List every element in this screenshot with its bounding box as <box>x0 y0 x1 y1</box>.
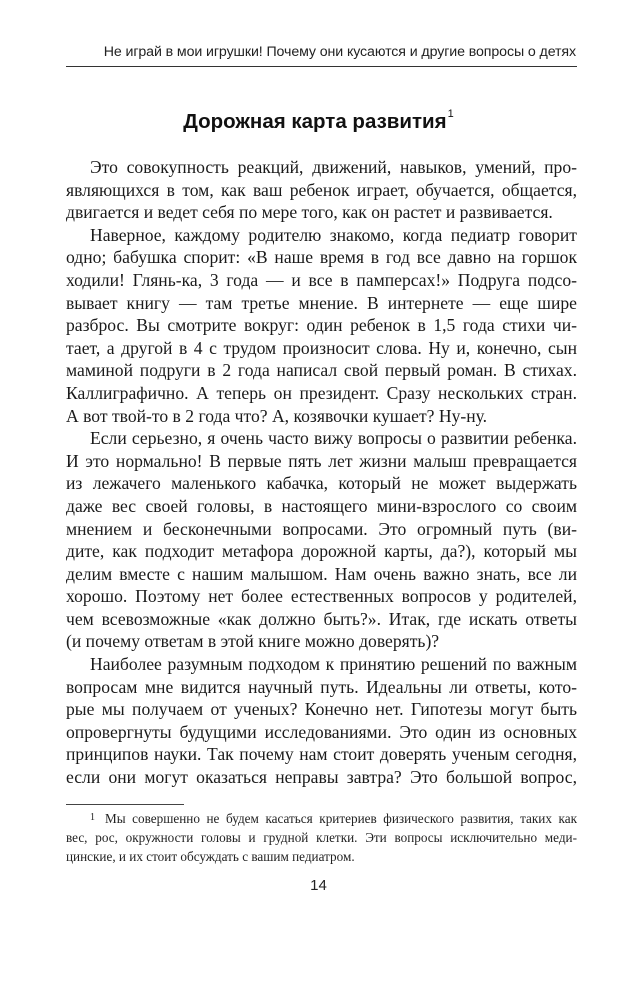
paragraph-3 <box>66 427 577 653</box>
footnote-mark: 1 <box>90 812 95 823</box>
text-line: двигается и ведет себя по мере того, как он растет и развивается. <box>66 202 553 223</box>
page-number: 14 <box>310 877 327 894</box>
paragraph-2 <box>66 224 577 427</box>
footnote-line-text: Мы совершенно не будем касаться критериев физического развития, таких как <box>105 811 577 826</box>
text-line: разброс. Вы смотрите вокруг: один ребенок в 1,5 года стихи чи- <box>66 315 577 336</box>
text-line: даже вес своей головы, в настоящего мини-взрослого со своим <box>66 495 577 516</box>
text-line: дите, как подходит метафора дорожной карты, да?), который мы <box>66 541 577 562</box>
text-line: опровергнуты будущими исследованиями. Это один из основных <box>66 721 577 742</box>
footnote-separator <box>66 804 184 805</box>
text-line: маминой подруги в 2 года написал свой первый роман. В стихах. <box>66 360 577 381</box>
text-line: мнением и бесконечными вопросами. Это огромный путь (ви- <box>66 518 577 539</box>
text-line: Наверное, каждому родителю знакомо, когда педиатр говорит <box>90 224 577 245</box>
chapter-title <box>0 110 637 134</box>
text-line: вопросам мне видится научный путь. Идеальны ли ответы, кото- <box>66 676 577 697</box>
footnote-line: вес, рос, окружности головы и грудной клетки. Эти вопросы исключительно меди- <box>66 830 577 845</box>
text-line: Если серьезно, я очень часто вижу вопросы о развитии ребенка. <box>90 428 577 449</box>
text-line: являющихся в том, как ваш ребенок играет, обучается, общается, <box>66 179 577 200</box>
text-line: принципов науки. Так почему нам стоит доверять ученым сегодня, <box>66 744 577 765</box>
text-line: вывает книгу — там третье мнение. В интернете — еще шире <box>66 292 577 313</box>
running-head: Не играй в мои игрушки! Почему они кусаются и другие вопросы о детях <box>103 44 576 60</box>
text-line: одно; бабушка спорит: «В наше время в год все давно на горшок <box>66 247 577 268</box>
chapter-title-text: Дорожная карта развития <box>183 110 447 133</box>
text-line: Каллиграфично. А теперь он президент. Сразу нескольких стран. <box>66 382 577 403</box>
footnote-line <box>66 809 577 828</box>
text-line: ходили! Глянь-ка, 3 года — и все в памперсах!» Подруга подсо- <box>66 269 577 290</box>
paragraph-4 <box>66 653 577 789</box>
text-line: А вот твой-то в 2 года что? А, козявочки кушает? Ну-ну. <box>66 405 488 426</box>
text-line: тает, а другой в 4 с трудом произносит слова. Ну и, конечно, сын <box>66 337 577 358</box>
footnote-reference[interactable]: 1 <box>447 108 454 120</box>
text-line: (и почему ответам в этой книге можно доверять)? <box>66 631 440 652</box>
text-line: чем всевозможные «как должно быть?». Итак, где искать ответы <box>66 608 577 629</box>
text-line: Наиболее разумным подходом к принятию решений по важным <box>90 654 577 675</box>
text-line: рые мы получаем от ученых? Конечно нет. Гипотезы могут быть <box>66 699 577 720</box>
running-head-rule <box>66 66 577 67</box>
text-line: делим вместе с нашим малышом. Нам очень важно знать, все ли <box>66 563 577 584</box>
text-line: хорошо. Поэтому нет более естественных вопросов у родителей, <box>66 586 577 607</box>
text-line: И это нормально! В первые пять лет жизни малыш превращается <box>66 450 577 471</box>
footnote <box>66 809 577 866</box>
paragraph-1 <box>66 156 577 224</box>
text-line: Это совокупность реакций, движений, навыков, умений, про- <box>90 157 577 177</box>
text-line: из лежачего маленького кабачка, который не может выдержать <box>66 473 577 494</box>
footnote-line: цинские, и их стоит обсуждать с вашим педиатром. <box>66 849 355 864</box>
body-text <box>66 156 577 789</box>
text-line: если они могут оказаться неправы завтра? Это большой вопрос, <box>66 767 577 788</box>
